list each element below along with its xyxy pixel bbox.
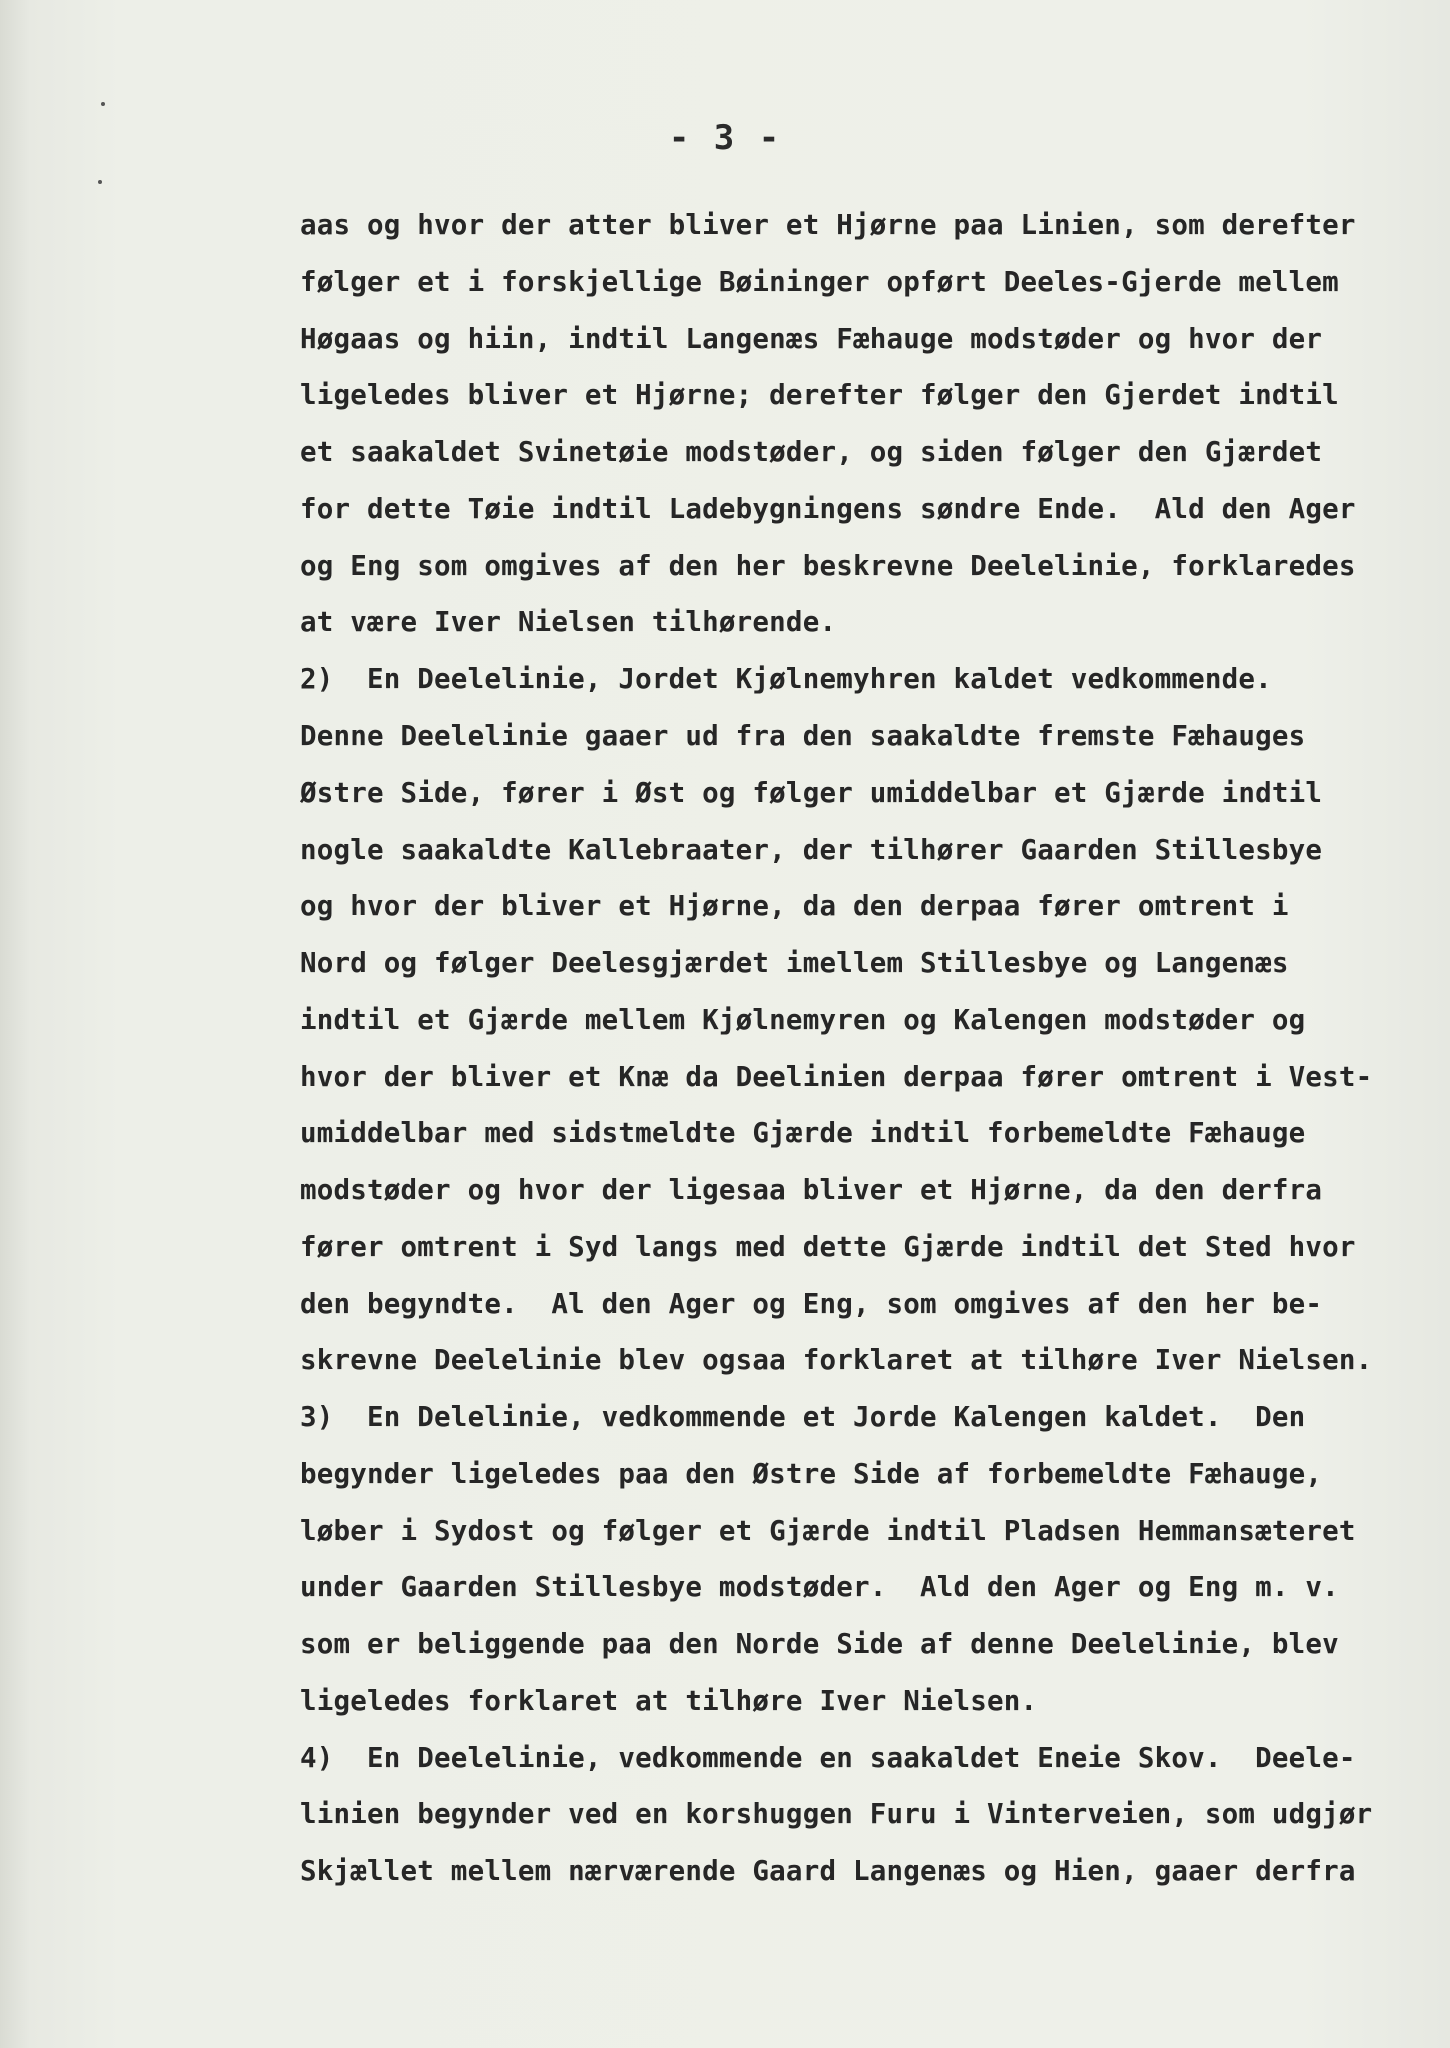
text-line: under Gaarden Stillesbye modstøder. Ald den Ager og Eng m. v. — [300, 1571, 1339, 1603]
text-line: Østre Side, fører i Øst og følger umiddelbar et Gjærde indtil — [300, 777, 1323, 809]
text-line: den begyndte. Al den Ager og Eng, som omgives af den her be- — [300, 1288, 1323, 1320]
text-line: for dette Tøie indtil Ladebygningens søndre Ende. Ald den Ager — [300, 493, 1356, 525]
text-line: indtil et Gjærde mellem Kjølnemyren og Kalengen modstøder og — [300, 1004, 1306, 1036]
text-line: løber i Sydost og følger et Gjærde indtil Pladsen Hemmansæteret — [300, 1515, 1356, 1547]
text-line: Høgaas og hiin, indtil Langenæs Fæhauge modstøder og hvor der — [300, 323, 1323, 355]
text-line: linien begynder ved en korshuggen Furu i Vinterveien, som udgjør — [300, 1798, 1373, 1830]
margin-speck — [98, 180, 102, 184]
text-line: nogle saakaldte Kallebraater, der tilhører Gaarden Stillesbye — [300, 834, 1323, 866]
text-line: fører omtrent i Syd langs med dette Gjærde indtil det Sted hvor — [300, 1231, 1356, 1263]
text-line: 2) En Deelelinie, Jordet Kjølnemyhren kaldet vedkommende. — [300, 663, 1272, 695]
text-line: følger et i forskjellige Bøininger opført Deeles-Gjerde mellem — [300, 266, 1339, 298]
page-number: - 3 - — [668, 118, 782, 158]
text-line: ligeledes bliver et Hjørne; derefter følger den Gjerdet indtil — [300, 379, 1339, 411]
text-line: Nord og følger Deelesgjærdet imellem Stillesbye og Langenæs — [300, 947, 1289, 979]
text-line: at være Iver Nielsen tilhørende. — [300, 606, 837, 638]
margin-speck — [101, 102, 105, 106]
text-line: 3) En Delelinie, vedkommende et Jorde Kalengen kaldet. Den — [300, 1401, 1306, 1433]
text-line: begynder ligeledes paa den Østre Side af forbemeldte Fæhauge, — [300, 1458, 1323, 1490]
text-line: Skjællet mellem nærværende Gaard Langenæs og Hien, gaaer derfra — [300, 1855, 1356, 1887]
text-line: 4) En Deelelinie, vedkommende en saakaldet Eneie Skov. Deele- — [300, 1742, 1356, 1774]
text-line: og hvor der bliver et Hjørne, da den derpaa fører omtrent i — [300, 890, 1289, 922]
text-line: ligeledes forklaret at tilhøre Iver Nielsen. — [300, 1685, 1038, 1717]
text-line: skrevne Deelelinie blev ogsaa forklaret at tilhøre Iver Nielsen. — [300, 1344, 1373, 1376]
text-line: et saakaldet Svinetøie modstøder, og siden følger den Gjærdet — [300, 436, 1323, 468]
text-line: umiddelbar med sidstmeldte Gjærde indtil forbemeldte Fæhauge — [300, 1117, 1306, 1149]
text-line: Denne Deelelinie gaaer ud fra den saakaldte fremste Fæhauges — [300, 720, 1306, 752]
text-line: som er beliggende paa den Norde Side af denne Deelelinie, blev — [300, 1628, 1339, 1660]
text-line: og Eng som omgives af den her beskrevne Deelelinie, forklaredes — [300, 550, 1356, 582]
text-line: modstøder og hvor der ligesaa bliver et Hjørne, da den derfra — [300, 1174, 1323, 1206]
text-line: hvor der bliver et Knæ da Deelinien derpaa fører omtrent i Vest- — [300, 1061, 1373, 1093]
text-line: aas og hvor der atter bliver et Hjørne paa Linien, som derefter — [300, 209, 1356, 241]
